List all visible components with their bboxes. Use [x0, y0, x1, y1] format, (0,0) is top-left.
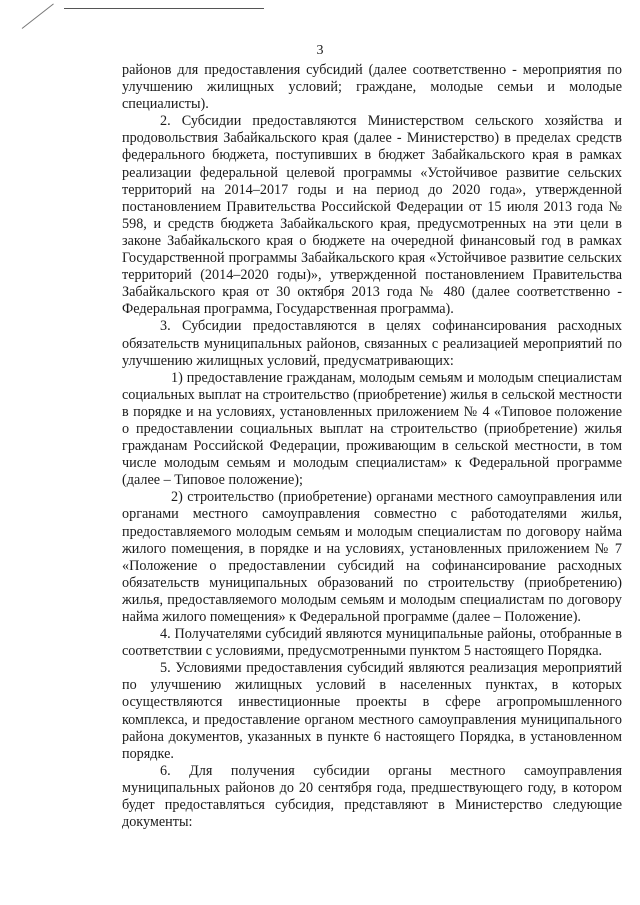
scan-artifact-mark — [22, 3, 54, 28]
paragraph-item-4: 4. Получателями субсидий являются муниципальные районы, отобранные в соответствии с условиями, предусмотренными пунктом 5 настоящего Порядка. — [122, 626, 622, 660]
paragraph-subitem-1: 1) предоставление гражданам, молодым семьям и молодым специалистам социальных выплат на строительство (приобретение) жилья в сельской местности в порядке и на условиях, установленных приложением № 4 «Типовое положение о предоставлении социальных выплат на строительство (приобретение) жилья гражданам Российской Федерации, проживающим в сельской местности, в том числе молодым семьям и молодым специалистам» к Федеральной программе (далее – Типовое положение); — [122, 369, 622, 489]
paragraph-item-2: 2. Субсидии предоставляются Министерством сельского хозяйства и продовольствия Забайкальского края (далее - Министерство) в пределах средств федерального бюджета, поступивших в бюджет Забайкальского края в рамках реализации федеральной целевой программы «Устойчивое развитие сельских территорий на 2014–2017 годы и на период до 2020 года», утвержденной постановлением Правительства Российской Федерации от 15 июля 2013 года № 598, и средств бюджета Забайкальского края, предусмотренных на эти цели в законе Забайкальского края о бюджете на очередной финансовый год в рамках Государственной программы Забайкальского края «Устойчивое развитие сельских территорий (2014–2020 годы)», утвержденной постановлением Правительства Забайкальского края от 30 октября 2013 года № 480 (далее соответственно - Федеральная программа, Государственная программа). — [122, 113, 622, 318]
paragraph-continuation: районов для предоставления субсидий (далее соответственно - мероприятия по улучшению жилищных условий; граждане, молодые семьи и молодые специалисты). — [122, 62, 622, 113]
paragraph-subitem-2: 2) строительство (приобретение) органами местного самоуправления или органами местного самоуправления совместно с работодателями жилья, предоставляемого молодым семьям и молодым специалистам по договору найма жилого помещения, в порядке и на условиях, установленных приложением № 7 «Положение о предоставлении субсидий на софинансирование расходных обязательств муниципальных образований по строительству (приобретению) жилья, предоставляемого молодым семьям и молодым специалистам по договору найма жилого помещения» к Федеральной программе (далее – Положение). — [122, 489, 622, 625]
paragraph-item-6: 6. Для получения субсидии органы местного самоуправления муниципальных районов до 20 сентября года, предшествующего году, в котором будет предоставляться субсидия, представляют в Министерство следующие документы: — [122, 762, 622, 831]
document-body — [122, 62, 622, 831]
page-number: 3 — [316, 43, 324, 58]
paragraph-item-5: 5. Условиями предоставления субсидий являются реализация мероприятий по улучшению жилищных условий в населенных пунктах, в которых осуществляются инвестиционные проекты в сфере агропромышленного комплекса, и предоставление органом местного самоуправления муниципального района документов, указанных в пункте 6 настоящего Порядка, в установленном порядке. — [122, 660, 622, 762]
scan-artifact-line — [64, 8, 264, 9]
paragraph-item-3: 3. Субсидии предоставляются в целях софинансирования расходных обязательств муниципальных районов, связанных с реализацией мероприятий по улучшению жилищных условий, предусматривающих: — [122, 318, 622, 369]
